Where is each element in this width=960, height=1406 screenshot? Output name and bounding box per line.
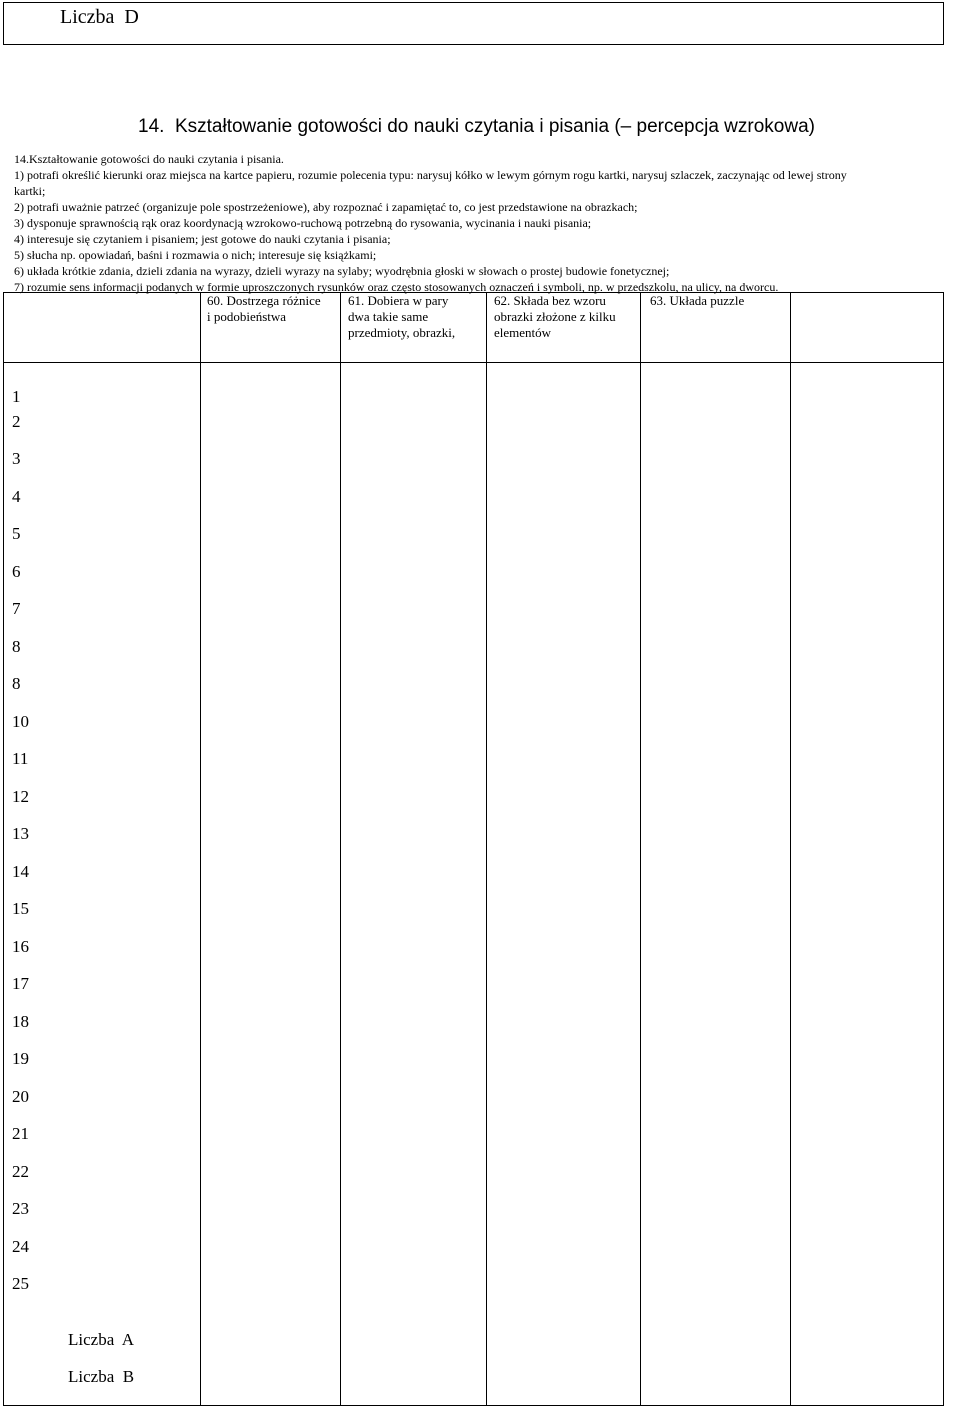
row-number: 19 bbox=[12, 1049, 29, 1068]
row-number: 3 bbox=[12, 449, 21, 468]
header-box bbox=[3, 2, 944, 45]
row-number: 11 bbox=[12, 749, 29, 768]
row-number: 21 bbox=[12, 1124, 29, 1143]
row-number: 20 bbox=[12, 1087, 29, 1106]
requirement-1: 1) potrafi określić kierunki oraz miejsca na kartce papieru, rozumie polecenia typu: narysuj kółko w lewym górnym rogu kartki, narysuj szlaczek, zaczynając od lewej strony bbox=[14, 168, 847, 182]
row-number: 13 bbox=[12, 824, 29, 843]
liczba-a-label: Liczba A bbox=[68, 1330, 135, 1349]
row-number: 23 bbox=[12, 1199, 29, 1218]
requirement-3: 3) dysponuje sprawnością rąk oraz koordynacją wzrokowo-ruchową potrzebną do rysowania, wycinania i nauki pisania; bbox=[14, 216, 592, 230]
requirement-2: 2) potrafi uważnie patrzeć (organizuje pole spostrzeżeniowe), aby rozpoznać i zapamiętać to, co jest przedstawione na obrazkach; bbox=[14, 200, 638, 214]
requirement-1-cont: kartki; bbox=[14, 184, 46, 198]
row-number: 10 bbox=[12, 712, 29, 731]
requirement-7: 7) rozumie sens informacji podanych w formie uproszczonych rysunków oraz często stosowanych oznaczeń i symboli, np. w przedszkolu, na ulicy, na dworcu. bbox=[14, 280, 779, 294]
row-number: 5 bbox=[12, 524, 21, 543]
requirement-5: 5) słucha np. opowiadań, baśni i rozmawia o nich; interesuje się książkami; bbox=[14, 248, 377, 262]
row-number: 8 bbox=[12, 674, 21, 693]
column-header-63: 63. Układa puzzle bbox=[650, 293, 745, 308]
row-number: 17 bbox=[12, 974, 29, 993]
row-number: 2 bbox=[12, 412, 21, 431]
page-title: 14. Kształtowanie gotowości do nauki czytania i pisania (– percepcja wzrokowa) bbox=[138, 116, 815, 137]
liczba-b-label: Liczba B bbox=[68, 1367, 135, 1386]
row-number: 24 bbox=[12, 1237, 29, 1256]
column-header-60: 60. Dostrzega różnice i podobieństwa bbox=[207, 293, 321, 324]
requirement-4: 4) interesuje się czytaniem i pisaniem; jest gotowe do nauki czytania i pisania; bbox=[14, 232, 391, 246]
row-number: 4 bbox=[12, 487, 21, 506]
row-number: 15 bbox=[12, 899, 29, 918]
row-number: 7 bbox=[12, 599, 21, 618]
requirement-6: 6) układa krótkie zdania, dzieli zdania na wyrazy, dzieli wyrazy na sylaby; wyodrębnia głoski w słowach o prostej budowie fonetycznej; bbox=[14, 264, 670, 278]
liczba-d-label: Liczba D bbox=[60, 6, 139, 28]
row-number: 16 bbox=[12, 937, 29, 956]
row-number: 18 bbox=[12, 1012, 29, 1031]
row-number: 14 bbox=[12, 862, 29, 881]
column-header-61: 61. Dobiera w pary dwa takie same przedmioty, obrazki, bbox=[348, 293, 456, 340]
row-number: 22 bbox=[12, 1162, 29, 1181]
row-number: 1 bbox=[12, 387, 21, 406]
row-number: 6 bbox=[12, 562, 21, 581]
row-number: 12 bbox=[12, 787, 29, 806]
row-number: 8 bbox=[12, 637, 21, 656]
row-number: 25 bbox=[12, 1274, 29, 1293]
column-header-62: 62. Składa bez wzoru obrazki złożone z kilku elementów bbox=[494, 293, 616, 340]
section-subtitle: 14.Kształtowanie gotowości do nauki czytania i pisania. bbox=[14, 152, 284, 166]
